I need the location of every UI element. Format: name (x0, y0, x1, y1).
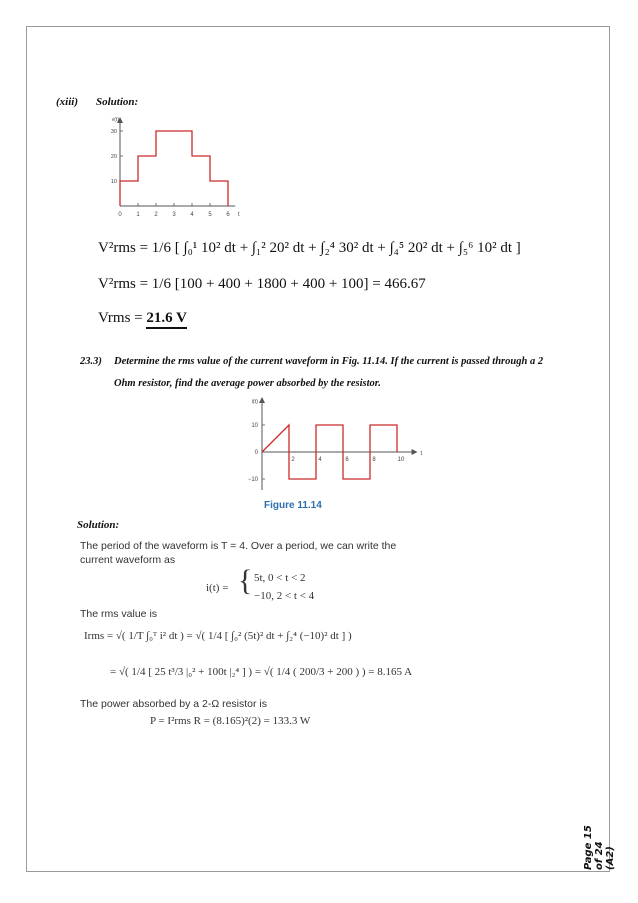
y-tick-label-10: 10 (110, 179, 117, 185)
piecewise-brace: { (238, 564, 253, 597)
y-tick-label-10: 10 (251, 423, 258, 429)
x-tick-label-t: t (237, 212, 240, 218)
piecewise-lhs: i(t) = (206, 582, 229, 594)
y-tick-label-30: 30 (110, 129, 117, 135)
period-text-line-1: The period of the waveform is T = 4. Over a period, we can write the (80, 540, 397, 552)
problem-number: 23.3) (80, 356, 102, 367)
voltage-waveform-chart (108, 114, 248, 226)
y-axis-label: i(t) (251, 399, 258, 405)
page-number: Page 15 of 24 (A2) (583, 825, 616, 870)
voltage-waveform-line (120, 131, 228, 206)
power-equation: P = I²rms R = (8.165)²(2) = 133.3 W (150, 715, 311, 727)
eq2-rhs: 1/6 [100 + 400 + 1800 + 400 + 100] = 466.67 (151, 276, 426, 292)
y-axis-arrow (259, 397, 265, 403)
x-tick-label-10: 10 (397, 457, 405, 463)
vrms-result (98, 310, 187, 327)
x-tick-label-2: 2 (154, 212, 158, 218)
solution-heading-2: Solution: (77, 519, 120, 531)
period-text-line-2: current waveform as (80, 554, 176, 566)
current-waveform-chart (236, 394, 423, 494)
power-intro: The power absorbed by a 2-Ω resistor is (80, 698, 268, 710)
section-label: (xiii) (56, 96, 78, 108)
y-tick-label--10: −10 (247, 477, 258, 483)
rms-equation-1: Irms = √( 1/T ∫₀ᵀ i² dt ) = √( 1/4 [ ∫₀² (5t)² dt + ∫₂⁴ (−10)² dt ] ) (84, 630, 352, 642)
x-tick-label-6: 6 (226, 212, 230, 218)
x-tick-label-4: 4 (318, 457, 322, 463)
x-tick-label-1: 1 (136, 212, 140, 218)
y-axis-label: v(t) (111, 117, 119, 123)
piecewise-case-2: −10, 2 < t < 4 (254, 590, 315, 602)
y-tick-label-20: 20 (110, 154, 117, 160)
rms-equation-2: = √( 1/4 [ 25 t³/3 |₀² + 100t |₂⁴ ] ) = √( 1/4 ( 200/3 + 200 ) ) = 8.165 A (110, 666, 413, 678)
figure-caption: Figure 11.14 (264, 500, 322, 511)
rms-intro: The rms value is (80, 608, 158, 620)
eq1-lhs: V²rms = (98, 240, 149, 256)
y-tick-label-0: 0 (254, 450, 258, 456)
problem-text-line-1: Determine the rms value of the current waveform in Fig. 11.14. If the current is passed through a 2 (114, 356, 544, 367)
x-tick-label-8: 8 (372, 457, 376, 463)
x-tick-label-6: 6 (345, 457, 349, 463)
eq1-rhs: 1/6 [ ∫₀¹ 10² dt + ∫₁² 20² dt + ∫₂⁴ 30² dt + ∫₄⁵ 20² dt + ∫₅⁶ 10² dt ] (151, 240, 521, 256)
solution-heading: Solution: (96, 96, 139, 108)
x-axis-label: t (420, 451, 423, 457)
x-tick-label-0: 0 (118, 212, 122, 218)
eq2-lhs: V²rms = (98, 276, 149, 292)
vrms-equation-2 (98, 276, 426, 293)
piecewise-case-1: 5t, 0 < t < 2 (254, 572, 306, 584)
x-tick-label-4: 4 (190, 212, 194, 218)
vrms-value: 21.6 V (146, 310, 187, 329)
x-tick-label-5: 5 (208, 212, 212, 218)
x-tick-label-2: 2 (291, 457, 295, 463)
vrms-equation-1 (98, 240, 521, 257)
x-tick-label-3: 3 (172, 212, 176, 218)
eq3-lhs: Vrms = (98, 310, 143, 326)
problem-text-line-2: Ohm resistor, find the average power absorbed by the resistor. (114, 378, 381, 389)
